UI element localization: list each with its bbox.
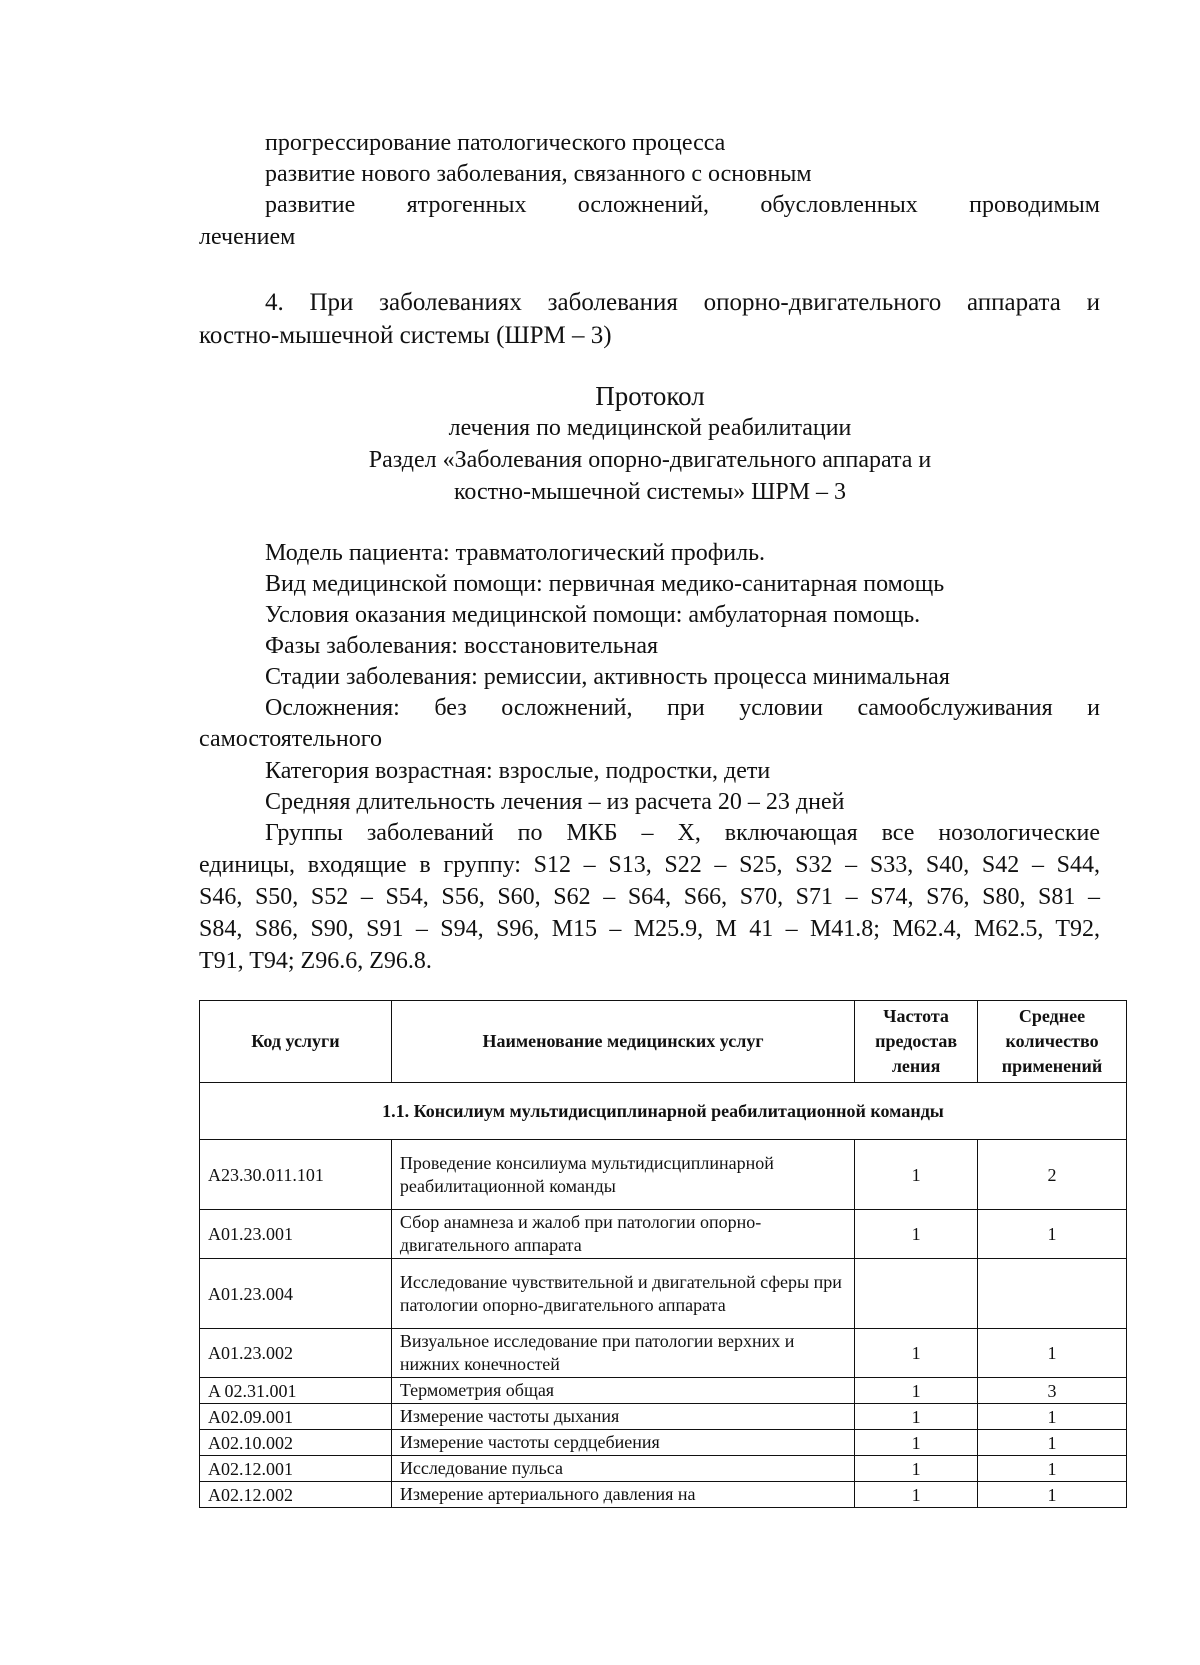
item-4-line: костно-мышечной системы (ШРМ – 3) (199, 322, 612, 349)
service-frequency: 1 (855, 1140, 978, 1210)
disease-stage: Стадии заболевания: ремиссии, активность процесса минимальная (265, 664, 950, 690)
service-frequency: 1 (855, 1482, 978, 1508)
table-row (200, 1456, 1127, 1482)
service-frequency: 1 (855, 1329, 978, 1378)
service-frequency: 1 (855, 1430, 978, 1456)
service-code: A01.23.001 (200, 1210, 392, 1259)
header-name: Наименование медицинских услуг (391, 1001, 854, 1083)
service-frequency: 1 (855, 1456, 978, 1482)
disease-groups: единицы, входящие в группу: S12 – S13, S22 – S25, S32 – S33, S40, S42 – S44, (199, 852, 1100, 878)
service-code: A02.12.001 (200, 1456, 392, 1482)
service-name: Сбор анамнеза и жалоб при патологии опорно-двигательного аппарата (391, 1210, 854, 1259)
complications: Осложнения: без осложнений, при условии самообслуживания и (265, 695, 1100, 721)
section-row (200, 1083, 1127, 1140)
service-name: Исследование пульса (391, 1456, 854, 1482)
service-frequency: 1 (855, 1378, 978, 1404)
text-line: лечением (199, 224, 296, 250)
patient-model: Модель пациента: травматологический профиль. (265, 540, 766, 566)
table-row (200, 1140, 1127, 1210)
care-conditions: Условия оказания медицинской помощи: амбулаторная помощь. (265, 602, 921, 628)
protocol-title: Протокол (595, 381, 705, 411)
service-name: Измерение артериального давления на (391, 1482, 854, 1508)
section-title: 1.1. Консилиум мультидисциплинарной реабилитационной команды (200, 1083, 1127, 1140)
service-code: A02.12.002 (200, 1482, 392, 1508)
treatment-duration: Средняя длительность лечения – из расчета 20 – 23 дней (265, 789, 845, 815)
table-row (200, 1482, 1127, 1508)
service-code: A01.23.002 (200, 1329, 392, 1378)
service-name: Исследование чувствительной и двигательной сферы при патологии опорно-двигательного аппарата (391, 1259, 854, 1329)
header-count: Среднее количество применений (978, 1001, 1127, 1083)
service-frequency (855, 1259, 978, 1329)
disease-groups: S46, S50, S52 – S54, S56, S60, S62 – S64, S66, S70, S71 – S74, S76, S80, S81 – (199, 884, 1100, 910)
header-code: Код услуги (200, 1001, 392, 1083)
text-line: развитие ятрогенных осложнений, обусловленных проводимым (265, 192, 1100, 218)
service-code: A 02.31.001 (200, 1378, 392, 1404)
services-table (199, 1000, 1127, 1508)
item-4-line: 4. При заболеваниях заболевания опорно-двигательного аппарата и (265, 289, 1100, 316)
service-name: Измерение частоты дыхания (391, 1404, 854, 1430)
service-code: A02.10.002 (200, 1430, 392, 1456)
service-code: A02.09.001 (200, 1404, 392, 1430)
service-count: 1 (978, 1210, 1127, 1259)
service-name: Термометрия общая (391, 1378, 854, 1404)
table-row (200, 1404, 1127, 1430)
service-name: Измерение частоты сердцебиения (391, 1430, 854, 1456)
header-frequency: Частота предостав ления (855, 1001, 978, 1083)
disease-groups: Группы заболеваний по МКБ – X, включающая все нозологические (265, 820, 1100, 846)
service-count: 1 (978, 1456, 1127, 1482)
table-row (200, 1430, 1127, 1456)
care-type: Вид медицинской помощи: первичная медико-санитарная помощь (265, 571, 945, 597)
complications: самостоятельного (199, 726, 382, 752)
service-name: Визуальное исследование при патологии верхних и нижних конечностей (391, 1329, 854, 1378)
disease-phase: Фазы заболевания: восстановительная (265, 633, 659, 659)
table-row (200, 1378, 1127, 1404)
table-row (200, 1210, 1127, 1259)
disease-groups: S84, S86, S90, S91 – S94, S96, M15 – M25.9, M 41 – M41.8; M62.4, M62.5, T92, (199, 916, 1100, 942)
disease-groups: T91, T94; Z96.6, Z96.8. (199, 948, 432, 974)
service-count: 3 (978, 1378, 1127, 1404)
protocol-subtitle: лечения по медицинской реабилитации (448, 415, 852, 441)
service-count: 1 (978, 1430, 1127, 1456)
service-count: 1 (978, 1482, 1127, 1508)
table-row (200, 1329, 1127, 1378)
table-header-row (200, 1001, 1127, 1083)
protocol-section: Раздел «Заболевания опорно-двигательного аппарата и (368, 447, 932, 473)
service-frequency: 1 (855, 1210, 978, 1259)
service-count (978, 1259, 1127, 1329)
service-code: A01.23.004 (200, 1259, 392, 1329)
age-category: Категория возрастная: взрослые, подростки, дети (265, 758, 771, 784)
service-code: A23.30.011.101 (200, 1140, 392, 1210)
service-count: 1 (978, 1404, 1127, 1430)
service-frequency: 1 (855, 1404, 978, 1430)
service-name: Проведение консилиума мультидисциплинарной реабилитационной команды (391, 1140, 854, 1210)
service-count: 2 (978, 1140, 1127, 1210)
service-count: 1 (978, 1329, 1127, 1378)
table-row (200, 1259, 1127, 1329)
text-line: прогрессирование патологического процесса (265, 130, 726, 156)
protocol-section: костно-мышечной системы» ШРМ – 3 (453, 479, 847, 505)
text-line: развитие нового заболевания, связанного с основным (265, 161, 812, 187)
